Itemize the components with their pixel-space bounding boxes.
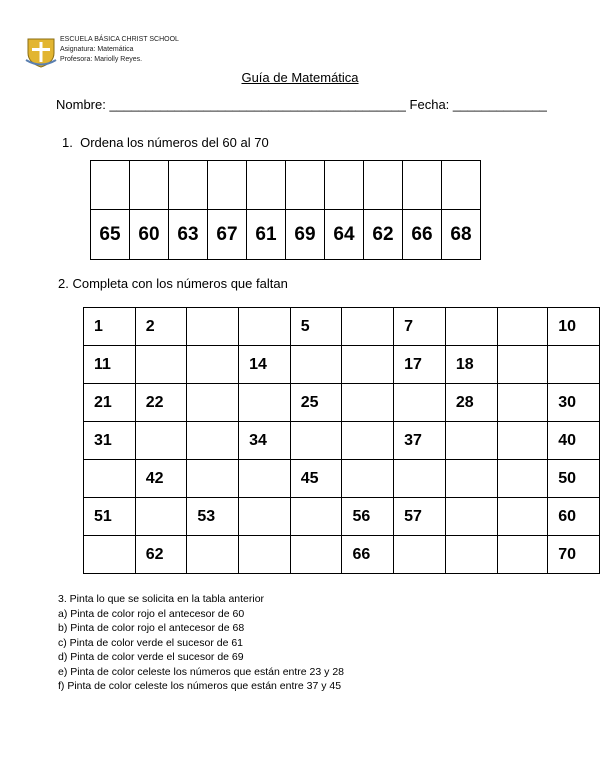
grid-cell-blank[interactable] xyxy=(290,346,342,384)
grid-cell-blank[interactable] xyxy=(342,384,394,422)
answer-cell[interactable] xyxy=(130,161,169,210)
grid-cell-given[interactable]: 50 xyxy=(548,460,600,498)
grid-cell-blank[interactable] xyxy=(497,460,548,498)
grid-cell-blank[interactable] xyxy=(497,422,548,460)
grid-cell-given[interactable]: 51 xyxy=(84,498,136,536)
grid-cell-blank[interactable] xyxy=(290,536,342,574)
answer-cell[interactable] xyxy=(91,161,130,210)
question-1-number: 1. xyxy=(62,135,73,150)
answer-cell[interactable] xyxy=(247,161,286,210)
grid-cell-given[interactable]: 70 xyxy=(548,536,600,574)
grid-cell-blank[interactable] xyxy=(342,308,394,346)
grid-cell-given[interactable]: 30 xyxy=(548,384,600,422)
page-title: Guía de Matemática xyxy=(241,70,359,85)
grid-cell-blank[interactable] xyxy=(548,346,600,384)
instruction-item: c) Pinta de color verde el sucesor de 61 xyxy=(58,636,244,649)
grid-cell-blank[interactable] xyxy=(290,422,342,460)
grid-cell-given[interactable]: 57 xyxy=(394,498,446,536)
answer-cell[interactable] xyxy=(286,161,325,210)
grid-cell-blank[interactable] xyxy=(239,536,291,574)
number-cell: 65 xyxy=(91,210,130,260)
grid-cell-blank[interactable] xyxy=(187,346,239,384)
grid-cell-blank[interactable] xyxy=(239,308,291,346)
grid-cell-blank[interactable] xyxy=(239,460,291,498)
grid-cell-blank[interactable] xyxy=(135,346,187,384)
grid-cell-given[interactable]: 62 xyxy=(135,536,187,574)
grid-cell-given[interactable]: 42 xyxy=(135,460,187,498)
grid-cell-blank[interactable] xyxy=(394,384,446,422)
school-name: ESCUELA BÁSICA CHRIST SCHOOL xyxy=(60,36,179,43)
answer-cell[interactable] xyxy=(442,161,481,210)
grid-cell-blank[interactable] xyxy=(187,308,239,346)
grid-cell-given[interactable]: 60 xyxy=(548,498,600,536)
grid-cell-given[interactable]: 18 xyxy=(445,346,497,384)
grid-cell-blank[interactable] xyxy=(497,308,548,346)
instruction-item: d) Pinta de color verde el sucesor de 69 xyxy=(58,651,244,663)
grid-cell-blank[interactable] xyxy=(187,460,239,498)
teacher-line: Profesora: Mariolly Reyes. xyxy=(60,56,143,63)
answer-row xyxy=(91,161,481,210)
order-numbers-table xyxy=(90,160,481,260)
answer-cell[interactable] xyxy=(364,161,403,210)
grid-cell-blank[interactable] xyxy=(187,422,239,460)
grid-cell-blank[interactable] xyxy=(497,384,548,422)
number-cell: 63 xyxy=(169,210,208,260)
grid-cell-blank[interactable] xyxy=(187,536,239,574)
grid-row xyxy=(84,308,600,346)
school-crest-icon xyxy=(25,36,57,68)
instruction-item: f) Pinta de color celeste los números que están entre 37 y 45 xyxy=(58,680,342,692)
name-label: Nombre: xyxy=(56,97,106,112)
date-label: Fecha: xyxy=(409,97,450,112)
grid-cell-given[interactable]: 25 xyxy=(290,384,342,422)
instruction-item: e) Pinta de color celeste los números que están entre 23 y 28 xyxy=(58,665,345,678)
grid-cell-blank[interactable] xyxy=(84,460,136,498)
grid-cell-blank[interactable] xyxy=(239,498,291,536)
question-3-heading: 3. Pinta lo que se solicita en la tabla anterior xyxy=(58,593,265,605)
grid-cell-given[interactable]: 7 xyxy=(394,308,446,346)
grid-cell-given[interactable]: 28 xyxy=(445,384,497,422)
grid-cell-given[interactable]: 31 xyxy=(84,422,136,460)
question-3-instructions xyxy=(58,592,344,694)
name-field[interactable]: _________________________________________ xyxy=(109,97,406,112)
number-cell: 64 xyxy=(325,210,364,260)
grid-cell-blank[interactable] xyxy=(342,460,394,498)
grid-row xyxy=(84,422,600,460)
grid-cell-blank[interactable] xyxy=(445,460,497,498)
grid-cell-blank[interactable] xyxy=(187,384,239,422)
subject-line: Asignatura: Matemática xyxy=(60,46,134,53)
grid-cell-blank[interactable] xyxy=(239,384,291,422)
grid-row xyxy=(84,498,600,536)
instruction-item: a) Pinta de color rojo el antecesor de 60 xyxy=(58,607,245,620)
school-logo xyxy=(25,36,57,68)
grid-cell-blank[interactable] xyxy=(394,460,446,498)
date-field[interactable]: _____________ xyxy=(452,97,547,112)
grid-cell-blank[interactable] xyxy=(342,346,394,384)
grid-cell-blank[interactable] xyxy=(342,422,394,460)
number-cell: 61 xyxy=(247,210,286,260)
answer-cell[interactable] xyxy=(325,161,364,210)
answer-cell[interactable] xyxy=(208,161,247,210)
grid-cell-given[interactable]: 66 xyxy=(342,536,394,574)
grid-row xyxy=(84,384,600,422)
grid-cell-given[interactable]: 40 xyxy=(548,422,600,460)
grid-cell-given[interactable]: 14 xyxy=(239,346,291,384)
grid-row xyxy=(84,536,600,574)
answer-cell[interactable] xyxy=(403,161,442,210)
grid-cell-blank[interactable] xyxy=(290,498,342,536)
grid-cell-blank[interactable] xyxy=(445,308,497,346)
grid-cell-blank[interactable] xyxy=(445,498,497,536)
grid-cell-blank[interactable] xyxy=(394,536,446,574)
number-cell: 68 xyxy=(442,210,481,260)
grid-cell-blank[interactable] xyxy=(497,536,548,574)
grid-cell-given[interactable]: 56 xyxy=(342,498,394,536)
grid-cell-given[interactable]: 11 xyxy=(84,346,136,384)
grid-cell-given[interactable]: 45 xyxy=(290,460,342,498)
answer-cell[interactable] xyxy=(169,161,208,210)
grid-row xyxy=(84,346,600,384)
grid-cell-given[interactable]: 34 xyxy=(239,422,291,460)
grid-cell-blank[interactable] xyxy=(135,498,187,536)
numbers-row xyxy=(91,210,481,260)
name-date-row xyxy=(56,97,547,112)
question-1-text: Ordena los números del 60 al 70 xyxy=(80,135,269,150)
grid-cell-given[interactable]: 53 xyxy=(187,498,239,536)
grid-cell-given[interactable]: 21 xyxy=(84,384,136,422)
number-grid-table xyxy=(83,307,600,574)
number-cell: 60 xyxy=(130,210,169,260)
grid-cell-blank[interactable] xyxy=(497,498,548,536)
grid-cell-given[interactable]: 1 xyxy=(84,308,136,346)
grid-cell-blank[interactable] xyxy=(135,422,187,460)
number-cell: 69 xyxy=(286,210,325,260)
number-cell: 67 xyxy=(208,210,247,260)
grid-cell-blank[interactable] xyxy=(445,536,497,574)
number-cell: 62 xyxy=(364,210,403,260)
grid-cell-given[interactable]: 37 xyxy=(394,422,446,460)
grid-cell-given[interactable]: 5 xyxy=(290,308,342,346)
question-1-heading xyxy=(62,135,269,150)
grid-row xyxy=(84,460,600,498)
grid-cell-given[interactable]: 17 xyxy=(394,346,446,384)
question-2-heading: 2. Completa con los números que faltan xyxy=(58,276,288,291)
grid-cell-given[interactable]: 2 xyxy=(135,308,187,346)
grid-cell-given[interactable]: 10 xyxy=(548,308,600,346)
number-cell: 66 xyxy=(403,210,442,260)
grid-cell-blank[interactable] xyxy=(445,422,497,460)
grid-cell-given[interactable]: 22 xyxy=(135,384,187,422)
grid-cell-blank[interactable] xyxy=(497,346,548,384)
instruction-item: b) Pinta de color rojo el antecesor de 68 xyxy=(58,622,245,634)
grid-cell-blank[interactable] xyxy=(84,536,136,574)
